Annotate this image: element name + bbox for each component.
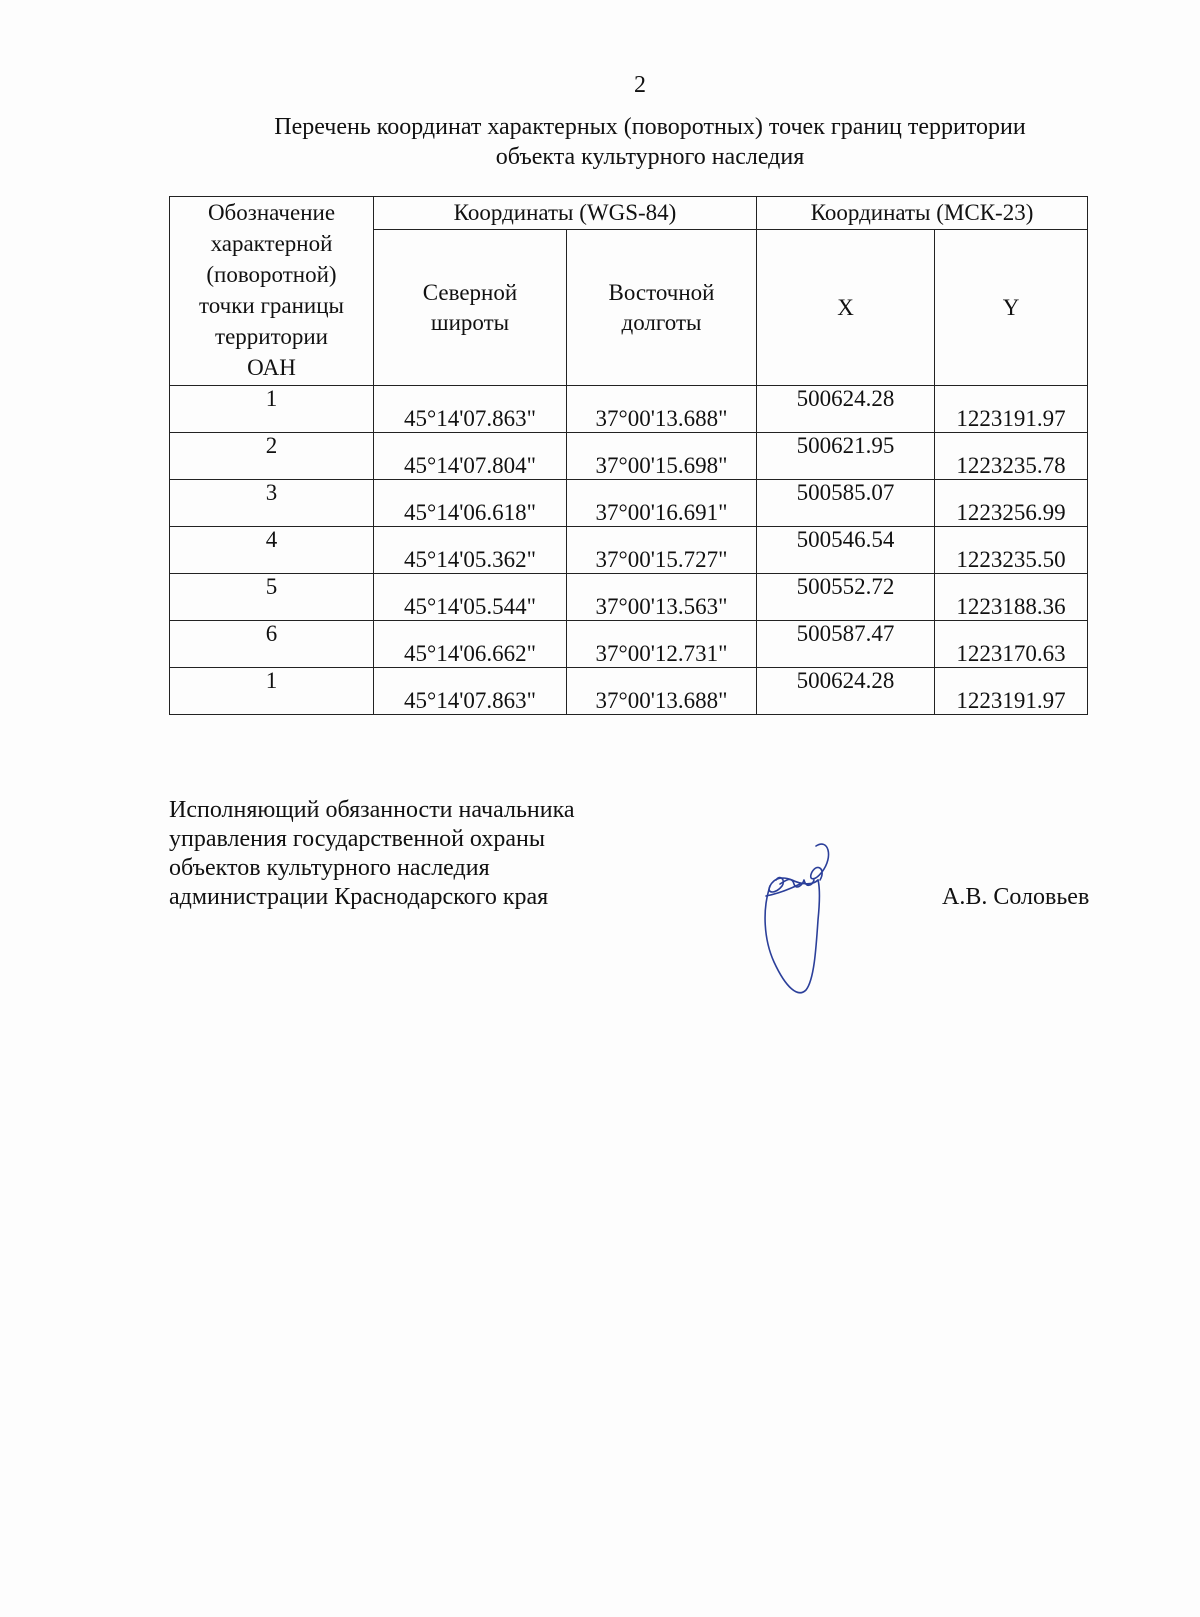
header-east-longitude <box>567 230 757 386</box>
header-north-line: широты <box>430 309 510 335</box>
header-designation-line: характерной <box>210 231 333 256</box>
longitude-cell: 37°00'13.563" <box>567 574 757 621</box>
table-row <box>170 574 1088 621</box>
header-designation-line: ОАН <box>247 355 296 380</box>
position-line: Исполняющий обязанности начальника <box>169 797 575 823</box>
latitude-cell: 45°14'07.863" <box>374 386 567 433</box>
document-title <box>170 112 1130 172</box>
x-cell: 500624.28 <box>757 668 935 715</box>
point-number: 5 <box>170 574 374 621</box>
latitude-cell: 45°14'06.662" <box>374 621 567 668</box>
y-cell: 1223191.97 <box>935 668 1088 715</box>
y-cell: 1223235.78 <box>935 433 1088 480</box>
signer-name: А.В. Соловьев <box>942 884 1090 910</box>
header-x: X <box>757 230 935 386</box>
y-cell: 1223191.97 <box>935 386 1088 433</box>
coordinates-table <box>169 196 1088 715</box>
header-north-line: Северной <box>422 279 518 305</box>
title-line-2: объекта культурного наследия <box>495 144 805 170</box>
position-line: администрации Краснодарского края <box>169 884 549 910</box>
table-row <box>170 480 1088 527</box>
longitude-cell: 37°00'13.688" <box>567 668 757 715</box>
latitude-cell: 45°14'06.618" <box>374 480 567 527</box>
table-row <box>170 433 1088 480</box>
x-cell: 500587.47 <box>757 621 935 668</box>
point-number: 3 <box>170 480 374 527</box>
x-cell: 500621.95 <box>757 433 935 480</box>
latitude-cell: 45°14'07.804" <box>374 433 567 480</box>
header-east-line: долготы <box>621 309 702 335</box>
header-designation-line: территории <box>215 324 328 349</box>
x-cell: 500552.72 <box>757 574 935 621</box>
y-cell: 1223170.63 <box>935 621 1088 668</box>
x-cell: 500585.07 <box>757 480 935 527</box>
point-number: 1 <box>170 386 374 433</box>
table-row <box>170 668 1088 715</box>
header-east-line: Восточной <box>608 279 715 305</box>
signatory-position <box>169 796 575 912</box>
page-number: 2 <box>634 72 646 98</box>
x-cell: 500624.28 <box>757 386 935 433</box>
header-msk23: Координаты (МСК-23) <box>757 197 1088 230</box>
handwritten-signature <box>756 840 896 1010</box>
table-row <box>170 527 1088 574</box>
latitude-cell: 45°14'05.544" <box>374 574 567 621</box>
header-designation-line: Обозначение <box>207 200 336 225</box>
longitude-cell: 37°00'13.688" <box>567 386 757 433</box>
longitude-cell: 37°00'15.727" <box>567 527 757 574</box>
latitude-cell: 45°14'07.863" <box>374 668 567 715</box>
header-designation-line: (поворотной) <box>206 262 337 287</box>
header-north-latitude <box>374 230 567 386</box>
x-cell: 500546.54 <box>757 527 935 574</box>
point-number: 6 <box>170 621 374 668</box>
table-row <box>170 621 1088 668</box>
y-cell: 1223256.99 <box>935 480 1088 527</box>
point-number: 4 <box>170 527 374 574</box>
title-line-1: Перечень координат характерных (поворотных) точек границ территории <box>274 114 1026 140</box>
position-line: управления государственной охраны <box>169 826 545 852</box>
longitude-cell: 37°00'15.698" <box>567 433 757 480</box>
table-row <box>170 386 1088 433</box>
point-number: 2 <box>170 433 374 480</box>
y-cell: 1223188.36 <box>935 574 1088 621</box>
header-designation-line: точки границы <box>199 293 344 318</box>
position-line: объектов культурного наследия <box>169 855 490 881</box>
latitude-cell: 45°14'05.362" <box>374 527 567 574</box>
header-designation <box>170 197 374 386</box>
y-cell: 1223235.50 <box>935 527 1088 574</box>
point-number: 1 <box>170 668 374 715</box>
longitude-cell: 37°00'12.731" <box>567 621 757 668</box>
header-y: Y <box>935 230 1088 386</box>
longitude-cell: 37°00'16.691" <box>567 480 757 527</box>
header-wgs84: Координаты (WGS-84) <box>374 197 757 230</box>
